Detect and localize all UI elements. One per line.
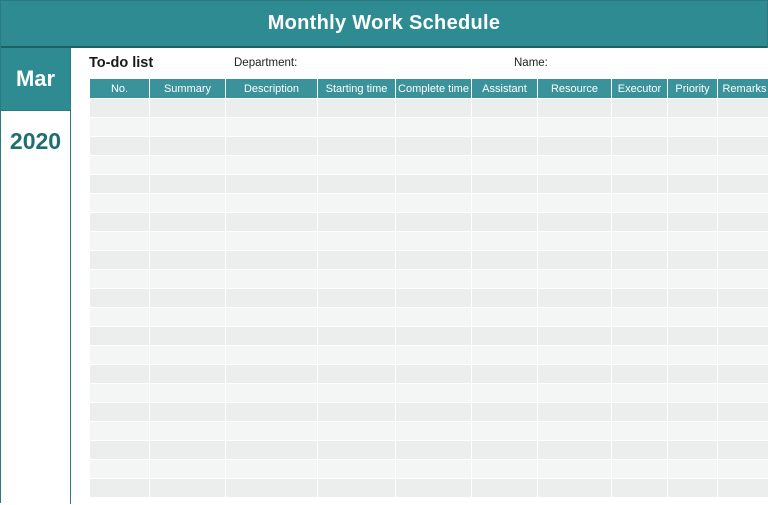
table-cell[interactable] — [396, 479, 472, 498]
table-cell[interactable] — [472, 441, 538, 460]
table-cell[interactable] — [90, 289, 150, 308]
column-header-description[interactable]: Description — [226, 79, 318, 99]
table-cell[interactable] — [396, 270, 472, 289]
table-cell[interactable] — [538, 346, 612, 365]
table-row[interactable] — [90, 175, 768, 194]
table-cell[interactable] — [396, 99, 472, 118]
table-cell[interactable] — [472, 384, 538, 403]
table-cell[interactable] — [612, 156, 668, 175]
table-cell[interactable] — [318, 403, 396, 422]
table-cell[interactable] — [318, 251, 396, 270]
table-cell[interactable] — [396, 327, 472, 346]
table-cell[interactable] — [668, 137, 718, 156]
table-cell[interactable] — [718, 479, 768, 498]
table-row[interactable] — [90, 327, 768, 346]
table-row[interactable] — [90, 118, 768, 137]
table-cell[interactable] — [472, 118, 538, 137]
table-body — [90, 99, 768, 498]
column-header-complete-time[interactable]: Complete time — [396, 79, 472, 99]
month-label: Mar — [16, 66, 55, 92]
table-cell[interactable] — [538, 479, 612, 498]
table-cell[interactable] — [538, 232, 612, 251]
table-cell[interactable] — [612, 384, 668, 403]
table-cell[interactable] — [150, 156, 226, 175]
table-cell[interactable] — [318, 213, 396, 232]
table-cell[interactable] — [226, 175, 318, 194]
table-cell[interactable] — [226, 251, 318, 270]
table-cell[interactable] — [90, 137, 150, 156]
table-cell[interactable] — [150, 137, 226, 156]
table-cell[interactable] — [90, 251, 150, 270]
table-row[interactable] — [90, 346, 768, 365]
table-row[interactable] — [90, 422, 768, 441]
table-cell[interactable] — [90, 232, 150, 251]
table-cell[interactable] — [668, 289, 718, 308]
table-cell[interactable] — [612, 289, 668, 308]
table-cell[interactable] — [226, 289, 318, 308]
table-cell[interactable] — [718, 460, 768, 479]
table-cell[interactable] — [472, 403, 538, 422]
table-cell[interactable] — [150, 403, 226, 422]
table-cell[interactable] — [396, 137, 472, 156]
table-cell[interactable] — [90, 213, 150, 232]
table-cell[interactable] — [90, 194, 150, 213]
date-sidebar — [1, 48, 71, 504]
table-cell[interactable] — [318, 118, 396, 137]
table-cell[interactable] — [668, 422, 718, 441]
table-cell[interactable] — [318, 327, 396, 346]
table-cell[interactable] — [150, 384, 226, 403]
table-row[interactable] — [90, 308, 768, 327]
table-cell[interactable] — [668, 232, 718, 251]
table-cell[interactable] — [538, 460, 612, 479]
table-cell[interactable] — [226, 194, 318, 213]
table-cell[interactable] — [226, 137, 318, 156]
table-cell[interactable] — [396, 384, 472, 403]
table-cell[interactable] — [150, 232, 226, 251]
table-cell[interactable] — [472, 156, 538, 175]
table-cell[interactable] — [226, 460, 318, 479]
table-cell[interactable] — [226, 403, 318, 422]
table-cell[interactable] — [226, 99, 318, 118]
table-cell[interactable] — [90, 327, 150, 346]
table-cell[interactable] — [318, 441, 396, 460]
schedule-main — [71, 48, 768, 504]
sidebar-filler — [1, 171, 70, 505]
table-cell[interactable] — [90, 365, 150, 384]
table-cell[interactable] — [90, 99, 150, 118]
table-cell[interactable] — [226, 365, 318, 384]
table-cell[interactable] — [90, 422, 150, 441]
table-cell[interactable] — [226, 232, 318, 251]
table-cell[interactable] — [90, 441, 150, 460]
table-cell[interactable] — [612, 346, 668, 365]
table-cell[interactable] — [226, 346, 318, 365]
table-cell[interactable] — [150, 479, 226, 498]
table-cell[interactable] — [668, 308, 718, 327]
table-row[interactable] — [90, 270, 768, 289]
table-cell[interactable] — [396, 194, 472, 213]
table-cell[interactable] — [612, 194, 668, 213]
table-cell[interactable] — [472, 422, 538, 441]
table-cell[interactable] — [90, 460, 150, 479]
table-cell[interactable] — [318, 384, 396, 403]
table-cell[interactable] — [612, 213, 668, 232]
table-cell[interactable] — [718, 327, 768, 346]
column-header-priority[interactable]: Priority — [668, 79, 718, 99]
table-cell[interactable] — [538, 251, 612, 270]
table-cell[interactable] — [668, 99, 718, 118]
table-cell[interactable] — [318, 346, 396, 365]
table-row[interactable] — [90, 213, 768, 232]
table-cell[interactable] — [396, 175, 472, 194]
table-row[interactable] — [90, 156, 768, 175]
table-cell[interactable] — [318, 422, 396, 441]
table-cell[interactable] — [150, 99, 226, 118]
table-cell[interactable] — [538, 156, 612, 175]
department-label: Department: — [234, 57, 514, 69]
table-cell[interactable] — [668, 175, 718, 194]
table-cell[interactable] — [396, 422, 472, 441]
table-cell[interactable] — [612, 441, 668, 460]
title-bar — [1, 1, 767, 48]
table-cell[interactable] — [612, 251, 668, 270]
column-header-remarks[interactable]: Remarks — [718, 79, 768, 99]
table-cell[interactable] — [538, 441, 612, 460]
table-cell[interactable] — [612, 308, 668, 327]
table-cell[interactable] — [612, 99, 668, 118]
table-cell[interactable] — [150, 118, 226, 137]
page-title: Monthly Work Schedule — [268, 12, 501, 35]
table-cell[interactable] — [718, 365, 768, 384]
table-cell[interactable] — [538, 308, 612, 327]
table-cell[interactable] — [538, 118, 612, 137]
table-cell[interactable] — [318, 308, 396, 327]
table-row[interactable] — [90, 137, 768, 156]
table-cell[interactable] — [318, 137, 396, 156]
table-cell[interactable] — [150, 441, 226, 460]
table-cell[interactable] — [150, 270, 226, 289]
table-cell[interactable] — [612, 327, 668, 346]
table-cell[interactable] — [150, 308, 226, 327]
table-cell[interactable] — [668, 365, 718, 384]
column-header-resource[interactable]: Resource — [538, 79, 612, 99]
table-cell[interactable] — [90, 403, 150, 422]
table-cell[interactable] — [90, 175, 150, 194]
table-cell[interactable] — [612, 137, 668, 156]
table-cell[interactable] — [612, 365, 668, 384]
table-cell[interactable] — [90, 156, 150, 175]
column-header-starting-time[interactable]: Starting time — [318, 79, 396, 99]
table-cell[interactable] — [226, 118, 318, 137]
table-cell[interactable] — [718, 194, 768, 213]
table-row[interactable] — [90, 251, 768, 270]
table-cell[interactable] — [718, 213, 768, 232]
table-cell[interactable] — [318, 99, 396, 118]
table-cell[interactable] — [472, 308, 538, 327]
table-cell[interactable] — [90, 308, 150, 327]
table-row[interactable] — [90, 365, 768, 384]
table-cell[interactable] — [612, 175, 668, 194]
table-cell[interactable] — [472, 460, 538, 479]
table-cell[interactable] — [612, 460, 668, 479]
table-header — [90, 79, 768, 99]
table-cell[interactable] — [396, 308, 472, 327]
table-cell[interactable] — [396, 251, 472, 270]
table-cell[interactable] — [718, 270, 768, 289]
table-cell[interactable] — [396, 289, 472, 308]
table-cell[interactable] — [538, 213, 612, 232]
table-row[interactable] — [90, 289, 768, 308]
table-cell[interactable] — [472, 213, 538, 232]
schedule-table — [89, 78, 768, 498]
table-cell[interactable] — [318, 194, 396, 213]
header-row — [90, 79, 768, 99]
table-cell[interactable] — [396, 403, 472, 422]
table-cell[interactable] — [612, 479, 668, 498]
table-cell[interactable] — [718, 137, 768, 156]
table-cell[interactable] — [396, 346, 472, 365]
table-cell[interactable] — [718, 308, 768, 327]
table-cell[interactable] — [90, 384, 150, 403]
table-cell[interactable] — [90, 479, 150, 498]
table-cell[interactable] — [538, 327, 612, 346]
table-cell[interactable] — [226, 156, 318, 175]
table-cell[interactable] — [150, 175, 226, 194]
table-cell[interactable] — [538, 365, 612, 384]
table-row[interactable] — [90, 99, 768, 118]
column-header-summary[interactable]: Summary — [150, 79, 226, 99]
table-cell[interactable] — [668, 327, 718, 346]
table-row[interactable] — [90, 232, 768, 251]
table-cell[interactable] — [226, 270, 318, 289]
table-cell[interactable] — [668, 194, 718, 213]
table-cell[interactable] — [668, 384, 718, 403]
table-cell[interactable] — [150, 365, 226, 384]
todo-list-label: To-do list — [89, 55, 234, 71]
table-row[interactable] — [90, 460, 768, 479]
table-cell[interactable] — [318, 460, 396, 479]
table-cell[interactable] — [472, 270, 538, 289]
table-cell[interactable] — [396, 232, 472, 251]
table-cell[interactable] — [718, 384, 768, 403]
table-cell[interactable] — [718, 118, 768, 137]
table-cell[interactable] — [226, 213, 318, 232]
table-cell[interactable] — [472, 232, 538, 251]
table-cell[interactable] — [318, 365, 396, 384]
table-cell[interactable] — [538, 289, 612, 308]
table-cell[interactable] — [150, 346, 226, 365]
table-cell[interactable] — [538, 194, 612, 213]
table-cell[interactable] — [318, 479, 396, 498]
table-cell[interactable] — [396, 441, 472, 460]
column-header-executor[interactable]: Executor — [612, 79, 668, 99]
table-cell[interactable] — [472, 479, 538, 498]
table-cell[interactable] — [668, 213, 718, 232]
table-cell[interactable] — [612, 270, 668, 289]
table-cell[interactable] — [718, 422, 768, 441]
table-cell[interactable] — [396, 213, 472, 232]
table-cell[interactable] — [718, 232, 768, 251]
table-cell[interactable] — [668, 156, 718, 175]
table-cell[interactable] — [538, 137, 612, 156]
name-label: Name: — [514, 57, 548, 69]
table-cell[interactable] — [150, 194, 226, 213]
table-cell[interactable] — [150, 289, 226, 308]
table-cell[interactable] — [90, 346, 150, 365]
table-cell[interactable] — [612, 118, 668, 137]
table-cell[interactable] — [318, 232, 396, 251]
table-cell[interactable] — [612, 232, 668, 251]
table-cell[interactable] — [668, 118, 718, 137]
table-cell[interactable] — [668, 270, 718, 289]
table-cell[interactable] — [538, 403, 612, 422]
table-row[interactable] — [90, 479, 768, 498]
table-cell[interactable] — [150, 213, 226, 232]
table-cell[interactable] — [150, 251, 226, 270]
table-cell[interactable] — [472, 289, 538, 308]
table-cell[interactable] — [150, 422, 226, 441]
table-cell[interactable] — [472, 175, 538, 194]
table-row[interactable] — [90, 194, 768, 213]
table-cell[interactable] — [718, 156, 768, 175]
table-cell[interactable] — [668, 479, 718, 498]
table-cell[interactable] — [226, 384, 318, 403]
table-cell[interactable] — [718, 403, 768, 422]
table-cell[interactable] — [472, 251, 538, 270]
table-cell[interactable] — [718, 99, 768, 118]
table-cell[interactable] — [472, 194, 538, 213]
table-cell[interactable] — [668, 346, 718, 365]
table-cell[interactable] — [718, 441, 768, 460]
table-cell[interactable] — [472, 327, 538, 346]
table-cell[interactable] — [472, 346, 538, 365]
table-cell[interactable] — [396, 156, 472, 175]
table-cell[interactable] — [668, 460, 718, 479]
table-cell[interactable] — [668, 403, 718, 422]
table-cell[interactable] — [226, 308, 318, 327]
table-cell[interactable] — [538, 175, 612, 194]
table-cell[interactable] — [90, 270, 150, 289]
table-cell[interactable] — [318, 156, 396, 175]
table-cell[interactable] — [612, 403, 668, 422]
table-cell[interactable] — [718, 346, 768, 365]
table-cell[interactable] — [668, 251, 718, 270]
table-cell[interactable] — [538, 384, 612, 403]
table-cell[interactable] — [150, 460, 226, 479]
table-cell[interactable] — [612, 422, 668, 441]
table-cell[interactable] — [396, 365, 472, 384]
table-cell[interactable] — [90, 118, 150, 137]
table-row[interactable] — [90, 384, 768, 403]
table-row[interactable] — [90, 441, 768, 460]
table-row[interactable] — [90, 403, 768, 422]
table-cell[interactable] — [668, 441, 718, 460]
table-cell[interactable] — [318, 175, 396, 194]
table-cell[interactable] — [472, 137, 538, 156]
year-label: 2020 — [10, 128, 61, 155]
table-cell[interactable] — [318, 270, 396, 289]
table-cell[interactable] — [150, 327, 226, 346]
table-cell[interactable] — [718, 251, 768, 270]
table-cell[interactable] — [538, 422, 612, 441]
table-cell[interactable] — [318, 289, 396, 308]
table-cell[interactable] — [538, 99, 612, 118]
month-box — [1, 48, 70, 111]
table-cell[interactable] — [396, 118, 472, 137]
column-header-no[interactable]: No. — [90, 79, 150, 99]
table-cell[interactable] — [538, 270, 612, 289]
table-cell[interactable] — [226, 422, 318, 441]
table-cell[interactable] — [718, 289, 768, 308]
meta-row — [71, 48, 768, 78]
year-box — [1, 111, 70, 171]
table-cell[interactable] — [226, 479, 318, 498]
sheet-body — [1, 48, 767, 504]
table-cell[interactable] — [396, 460, 472, 479]
table-cell[interactable] — [472, 365, 538, 384]
column-header-assistant[interactable]: Assistant — [472, 79, 538, 99]
table-cell[interactable] — [226, 441, 318, 460]
table-cell[interactable] — [472, 99, 538, 118]
table-cell[interactable] — [718, 175, 768, 194]
table-cell[interactable] — [226, 327, 318, 346]
